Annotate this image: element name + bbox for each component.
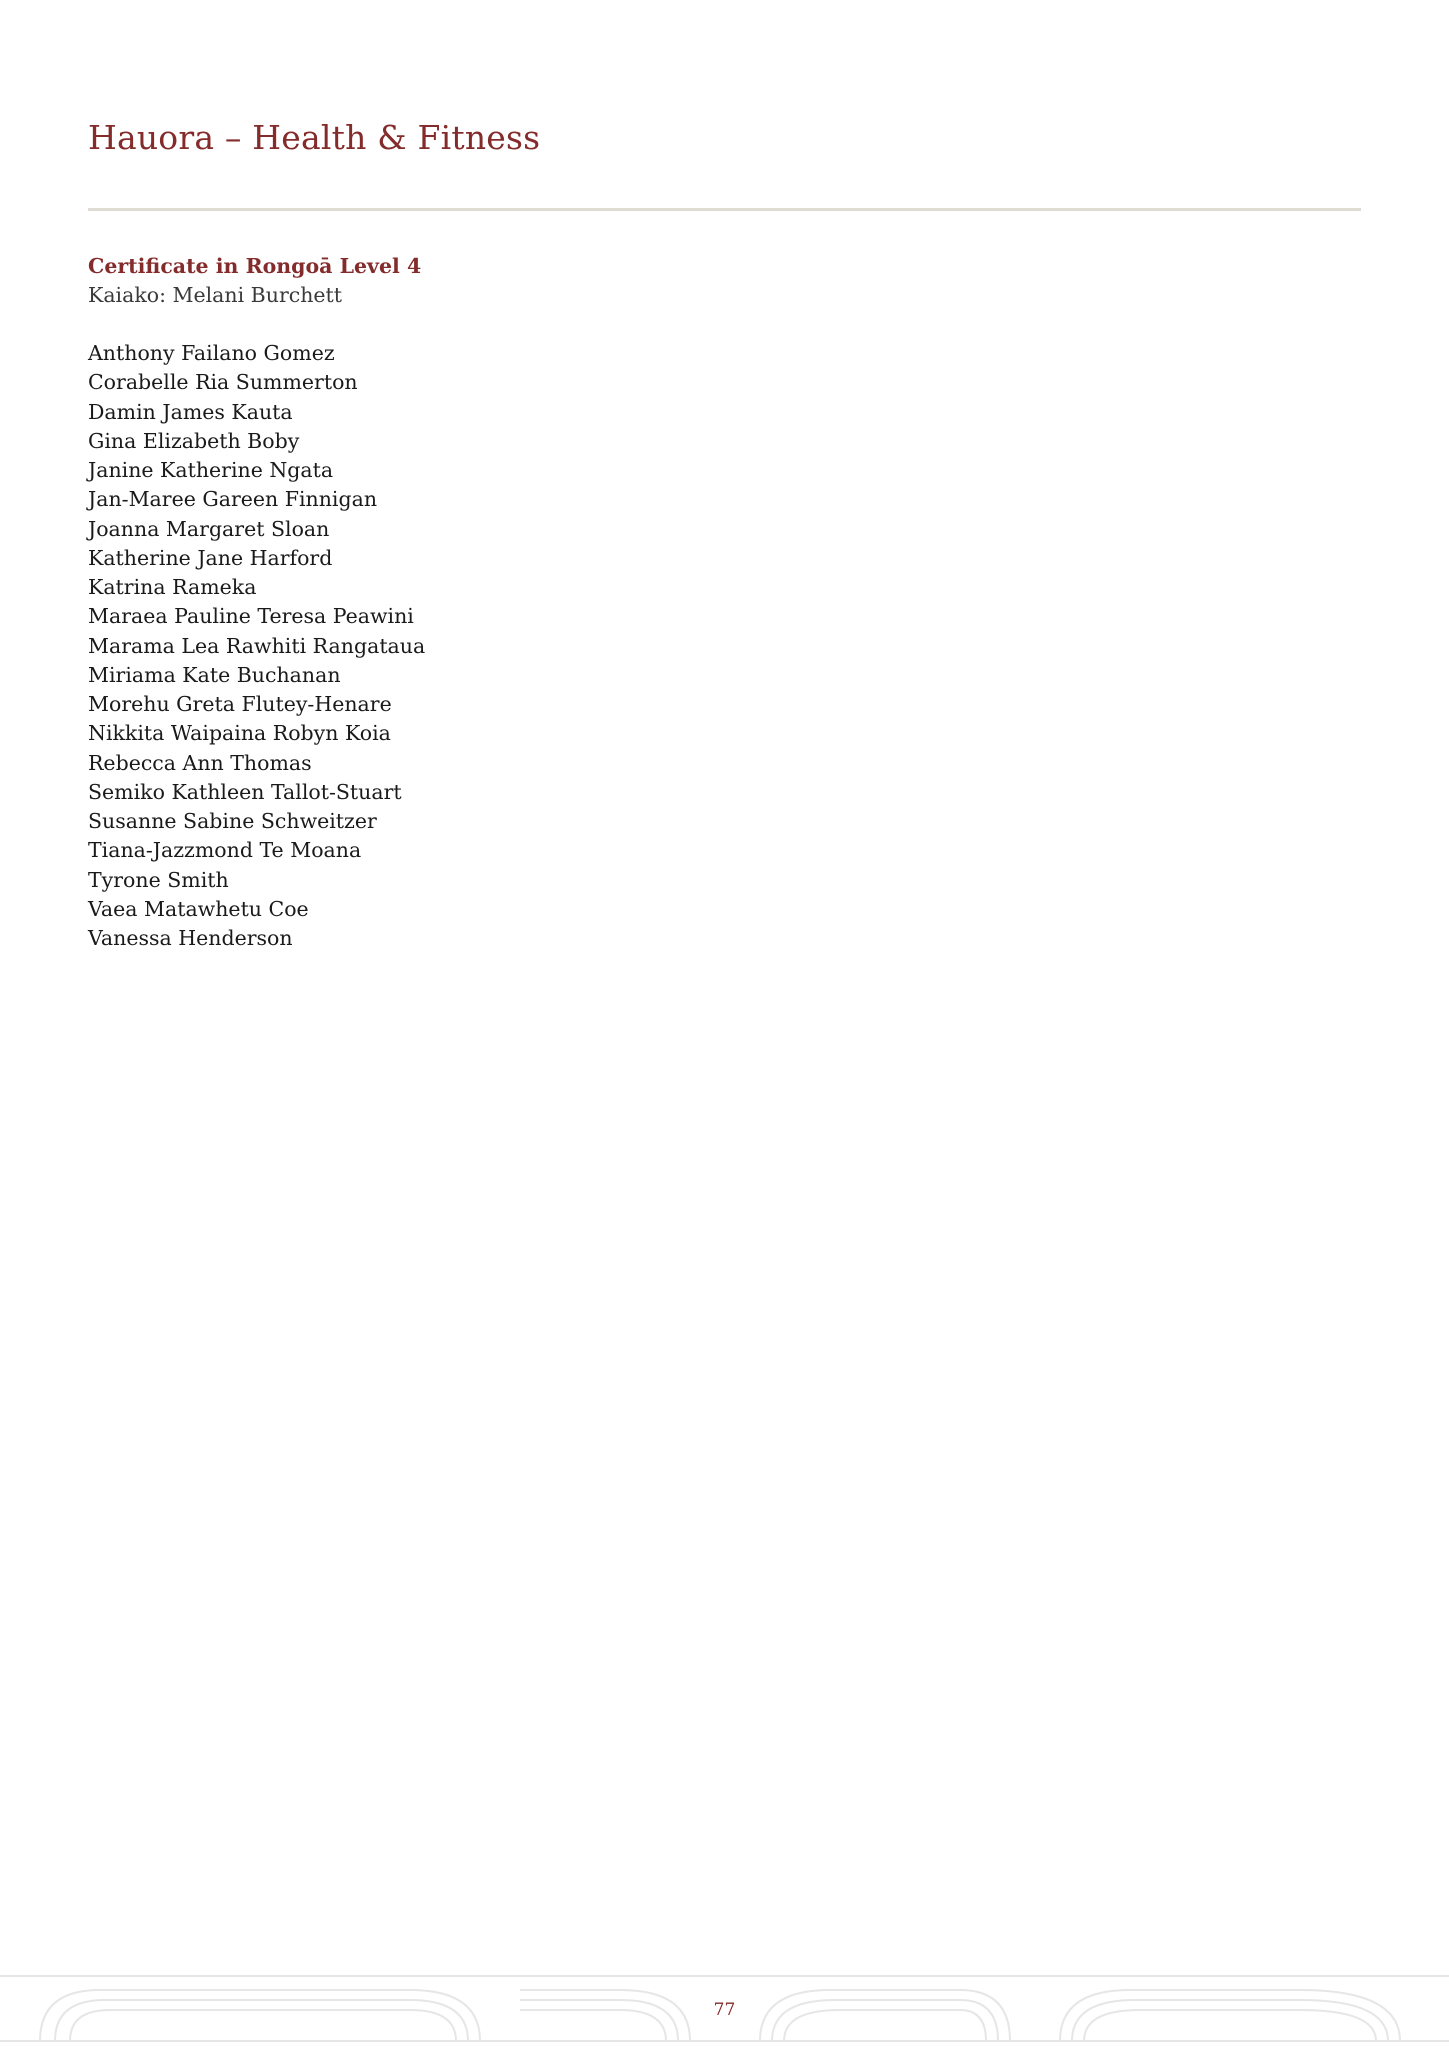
graduate-name: Semiko Kathleen Tallot-Stuart	[88, 779, 402, 804]
graduate-name: Janine Katherine Ngata	[88, 458, 334, 482]
page-number: 77	[713, 2000, 736, 2020]
graduate-list	[88, 339, 425, 953]
title-divider	[88, 208, 1361, 211]
course-title: Certificate in Rongoā Level 4	[88, 254, 422, 278]
graduate-name: Jan-Maree Gareen Finnigan	[88, 487, 378, 512]
graduate-name: Miriama Kate Buchanan	[88, 662, 341, 687]
graduate-name: Marama Lea Rawhiti Rangataua	[88, 633, 426, 658]
graduate-name: Vaea Matawhetu Coe	[88, 896, 309, 921]
page-title: Hauora – Health & Fitness	[88, 118, 541, 157]
graduate-name: Katrina Rameka	[88, 575, 257, 599]
graduate-name: Morehu Greta Flutey-Henare	[88, 692, 392, 716]
graduate-name: Susanne Sabine Schweitzer	[88, 809, 377, 833]
tutor-line: Kaiako: Melani Burchett	[88, 283, 343, 307]
graduate-name: Damin James Kauta	[88, 399, 293, 424]
graduate-name: Katherine Jane Harford	[88, 545, 333, 570]
graduate-name: Anthony Failano Gomez	[88, 341, 335, 365]
graduate-name: Tiana-Jazzmond Te Moana	[88, 838, 362, 863]
graduate-name: Corabelle Ria Summerton	[88, 370, 358, 395]
course-section	[88, 252, 425, 953]
graduate-name: Gina Elizabeth Boby	[88, 428, 300, 453]
graduate-name: Rebecca Ann Thomas	[88, 750, 312, 775]
graduate-name: Joanna Margaret Sloan	[88, 516, 330, 541]
graduate-name: Maraea Pauline Teresa Peawini	[88, 604, 414, 629]
graduate-name: Nikkita Waipaina Robyn Koia	[88, 721, 391, 746]
graduate-name: Vanessa Henderson	[88, 926, 293, 950]
graduate-name: Tyrone Smith	[88, 867, 229, 892]
